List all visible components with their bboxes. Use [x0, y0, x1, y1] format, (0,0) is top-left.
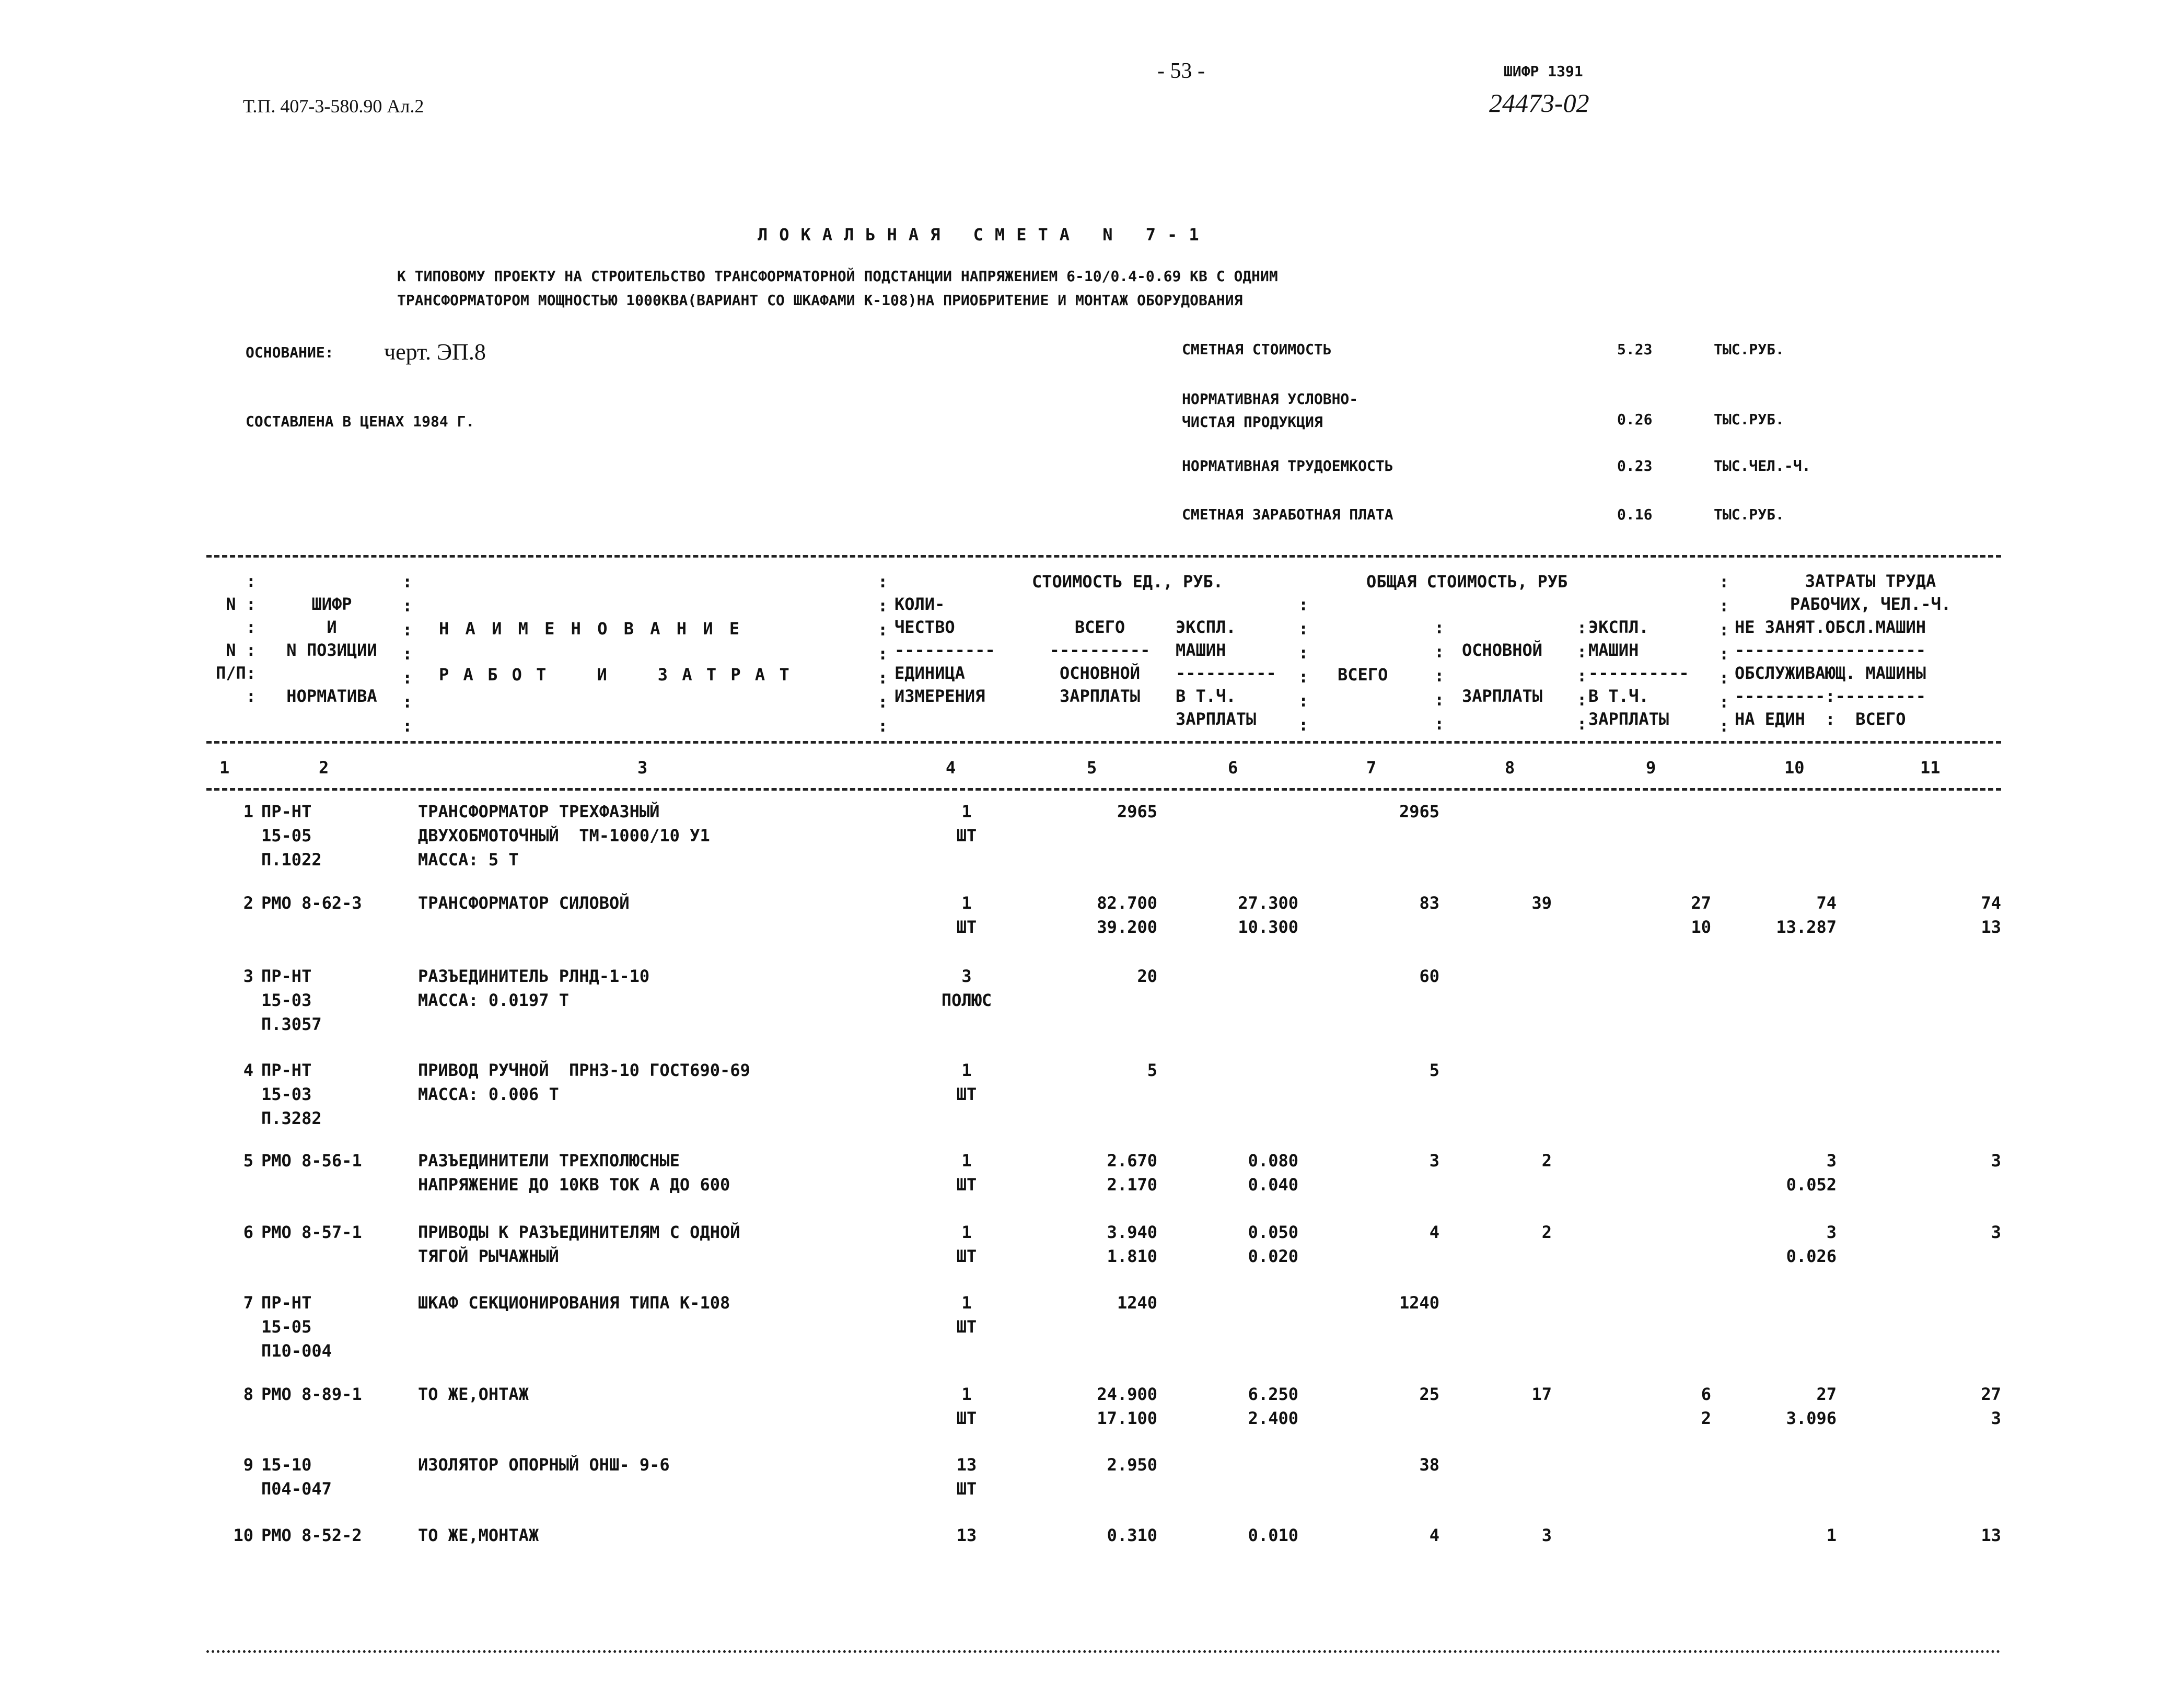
cell-code: ПР-НТ 15-03 П.3282: [261, 1060, 322, 1128]
cell-code: 15-10 П04-047: [261, 1455, 332, 1499]
cell-labor-per-unit: 74 13.287: [1776, 893, 1837, 937]
column-separator: : : : : :: [1577, 618, 1587, 734]
cell-total-cost: 1240: [1399, 1293, 1439, 1313]
cell-code: РМО 8-56-1: [261, 1151, 362, 1171]
cell-code: РМО 8-52-2: [261, 1525, 362, 1545]
cell-total-basic-wages: 2: [1541, 1222, 1552, 1242]
column-number: 9: [1646, 758, 1656, 778]
cell-unit-cost-machines: 0.080 0.040: [1248, 1151, 1298, 1195]
basis-label: ОСНОВАНИЕ:: [246, 344, 334, 361]
document-reference: Т.П. 407-3-580.90 Ал.2: [243, 96, 424, 117]
cell-labor-total: 3: [1991, 1222, 2001, 1242]
cell-total-cost: 4: [1429, 1525, 1439, 1545]
cell-name: ТО ЖЕ,ОНТАЖ: [418, 1384, 529, 1404]
cell-code: РМО 8-62-3: [261, 893, 362, 913]
cell-quantity: 1 ШТ: [956, 1293, 977, 1337]
cell-total-basic-wages: 39: [1531, 893, 1552, 913]
cell-total-cost: 4: [1429, 1222, 1439, 1242]
summary-label: НОРМАТИВНАЯ ТРУДОЕМКОСТЬ: [1182, 457, 1393, 474]
cell-code: ПР-НТ 15-05 П.1022: [261, 802, 322, 870]
table-rule-top: [206, 555, 2001, 558]
cell-total-basic-wages: 3: [1541, 1525, 1552, 1545]
summary-value: 0.16: [1617, 506, 1653, 523]
cell-labor-per-unit: 3 0.052: [1786, 1151, 1837, 1195]
cell-number: 4: [243, 1060, 253, 1080]
column-separator: : : : : : : :: [1719, 572, 1729, 736]
column-separator: : : : : : : :: [402, 572, 413, 736]
cell-unit-cost-total: 0.310: [1107, 1525, 1157, 1545]
summary-label: НОРМАТИВНАЯ УСЛОВНО- ЧИСТАЯ ПРОДУКЦИЯ: [1182, 390, 1358, 431]
cell-labor-per-unit: 27 3.096: [1786, 1384, 1837, 1428]
cell-number: 2: [243, 893, 253, 913]
header-col5: ВСЕГО ---------- ОСНОВНОЙ ЗАРПЛАТЫ: [1049, 617, 1151, 706]
header-col8: ОСНОВНОЙ ЗАРПЛАТЫ: [1461, 640, 1543, 706]
estimate-subtitle-line2: ТРАНСФОРМАТОРОМ МОЩНОСТЬЮ 1000КВА(ВАРИАНТ СО ШКАФАМИ К-108)НА ПРИОБРИТЕНИЕ И МОНТАЖ ОБОРУДОВАНИЯ: [397, 292, 1243, 309]
cell-name: ТРАНСФОРМАТОР ТРЕХФАЗНЫЙ ДВУХОБМОТОЧНЫЙ ТМ-1000/10 У1 МАССА: 5 Т: [418, 802, 710, 870]
cell-number: 10: [233, 1525, 253, 1545]
header-col-name-1: Н А И М Е Н О В А Н И Е: [439, 619, 743, 639]
cell-labor-per-unit: 3 0.026: [1786, 1222, 1837, 1266]
cell-number: 7: [243, 1293, 253, 1313]
summary-unit: ТЫС.РУБ.: [1714, 506, 1784, 523]
cell-total-cost: 25: [1419, 1384, 1439, 1404]
header-col10: НЕ ЗАНЯТ.ОБСЛ.МАШИН ------------------- ОБСЛУЖИВАЮЩ. МАШИНЫ ---------:--------- НА ЕДИН : ВСЕГО: [1735, 617, 1926, 729]
cell-total-cost: 2965: [1399, 802, 1439, 821]
cell-code: РМО 8-89-1: [261, 1384, 362, 1404]
column-number: 6: [1228, 758, 1238, 778]
summary-unit: ТЫС.ЧЕЛ.-Ч.: [1714, 457, 1811, 474]
cell-quantity: 3 ПОЛЮС: [941, 966, 992, 1010]
cell-name: ТО ЖЕ,МОНТАЖ: [418, 1525, 539, 1545]
cell-unit-cost-total: 2.670 2.170: [1107, 1151, 1157, 1195]
cell-number: 1: [243, 802, 253, 821]
header-col-number: : N : : N : П/П: :: [215, 571, 256, 706]
cell-labor-total: 74 13: [1981, 893, 2001, 937]
cell-number: 8: [243, 1384, 253, 1404]
cell-name: ШКАФ СЕКЦИОНИРОВАНИЯ ТИПА К-108: [418, 1293, 730, 1313]
column-separator: : : : : : : :: [878, 572, 888, 736]
header-col-name-2: Р А Б О Т И З А Т Р А Т: [439, 665, 792, 685]
header-unit-cost: СТОИМОСТЬ ЕД., РУБ.: [1032, 572, 1224, 592]
header-col-code: ШИФР И N ПОЗИЦИИ НОРМАТИВА: [286, 594, 377, 706]
cell-total-cost: 60: [1419, 966, 1439, 986]
cell-unit-cost-machines: 0.010: [1248, 1525, 1298, 1545]
cell-unit-cost-total: 5: [1147, 1060, 1157, 1080]
cell-unit-cost-total: 2965: [1117, 802, 1157, 821]
cell-name: РАЗЪЕДИНИТЕЛЬ РЛНД-1-10 МАССА: 0.0197 Т: [418, 966, 650, 1010]
column-separator: : : : : :: [1434, 618, 1445, 734]
cell-total-cost: 3: [1429, 1151, 1439, 1171]
cell-total-machines: 6 2: [1701, 1384, 1711, 1428]
cell-number: 9: [243, 1455, 253, 1475]
cell-unit-cost-total: 82.700 39.200: [1097, 893, 1157, 937]
cell-labor-per-unit: 1: [1826, 1525, 1837, 1545]
header-col-qty: КОЛИ- ЧЕСТВО ---------- ЕДИНИЦА ИЗМЕРЕНИЯ: [894, 594, 995, 706]
cell-code: ПР-НТ 15-03 П.3057: [261, 966, 322, 1034]
cell-name: ПРИВОДЫ К РАЗЪЕДИНИТЕЛЯМ С ОДНОЙ ТЯГОЙ РЫЧАЖНЫЙ: [418, 1222, 740, 1266]
table-rule-bottom: [206, 1650, 2001, 1653]
cell-quantity: 1 ШТ: [956, 893, 977, 937]
cell-number: 5: [243, 1151, 253, 1171]
cell-name: ТРАНСФОРМАТОР СИЛОВОЙ: [418, 893, 630, 913]
cell-code: ПР-НТ 15-05 П10-004: [261, 1293, 332, 1361]
column-number: 2: [319, 758, 329, 778]
estimate-subtitle-line1: К ТИПОВОМУ ПРОЕКТУ НА СТРОИТЕЛЬСТВО ТРАНСФОРМАТОРНОЙ ПОДСТАНЦИИ НАПРЯЖЕНИЕМ 6-10/0.4-0.69 КВ С ОДНИМ: [397, 268, 1278, 285]
column-number: 10: [1784, 758, 1805, 778]
cell-total-basic-wages: 2: [1541, 1151, 1552, 1171]
cipher-handwritten: 24473-02: [1489, 88, 1589, 118]
cipher-label: ШИФР 1391: [1504, 63, 1583, 80]
column-number: 11: [1920, 758, 1941, 778]
cell-unit-cost-total: 20: [1137, 966, 1157, 986]
cell-name: РАЗЪЕДИНИТЕЛИ ТРЕХПОЛЮСНЫЕ НАПРЯЖЕНИЕ ДО 10КВ ТОК А ДО 600: [418, 1151, 730, 1195]
header-col9: ЭКСПЛ. МАШИН ---------- В Т.Ч. ЗАРПЛАТЫ: [1588, 617, 1689, 729]
basis-value: черт. ЭП.8: [384, 339, 486, 365]
summary-value: 0.23: [1617, 457, 1653, 474]
cell-total-cost: 38: [1419, 1455, 1439, 1475]
summary-label: СМЕТНАЯ ЗАРАБОТНАЯ ПЛАТА: [1182, 506, 1393, 523]
cell-code: РМО 8-57-1: [261, 1222, 362, 1242]
header-labor: ЗАТРАТЫ ТРУДА РАБОЧИХ, ЧЕЛ.-Ч.: [1790, 571, 1951, 614]
cell-labor-total: 13: [1981, 1525, 2001, 1545]
column-number: 3: [637, 758, 648, 778]
summary-unit: ТЫС.РУБ.: [1714, 411, 1784, 428]
cell-quantity: 1 ШТ: [956, 802, 977, 846]
header-col7: ВСЕГО: [1338, 665, 1388, 685]
cell-unit-cost-machines: 6.250 2.400: [1248, 1384, 1298, 1428]
cell-unit-cost-total: 1240: [1117, 1293, 1157, 1313]
cell-number: 3: [243, 966, 253, 986]
cell-quantity: 1 ШТ: [956, 1060, 977, 1104]
header-total-cost: ОБЩАЯ СТОИМОСТЬ, РУБ: [1366, 572, 1568, 592]
column-number: 1: [219, 758, 230, 778]
cell-quantity: 13 ШТ: [956, 1455, 977, 1499]
column-number: 8: [1505, 758, 1515, 778]
cell-labor-total: 27 3: [1981, 1384, 2001, 1428]
summary-value: 0.26: [1617, 411, 1653, 428]
estimate-heading: ЛОКАЛЬНАЯ СМЕТА N 7-1: [758, 225, 1211, 245]
column-number: 4: [946, 758, 956, 778]
cell-name: ПРИВОД РУЧНОЙ ПРНЗ-10 ГОСТ690-69 МАССА: 0.006 Т: [418, 1060, 750, 1104]
cell-unit-cost-machines: 27.300 10.300: [1238, 893, 1298, 937]
summary-unit: ТЫС.РУБ.: [1714, 341, 1784, 358]
summary-label: СМЕТНАЯ СТОИМОСТЬ: [1182, 341, 1332, 358]
cell-name: ИЗОЛЯТОР ОПОРНЫЙ ОНШ- 9-6: [418, 1455, 670, 1475]
cell-total-basic-wages: 17: [1531, 1384, 1552, 1404]
table-rule-colnumbers-bottom: [206, 788, 2001, 791]
cell-number: 6: [243, 1222, 253, 1242]
table-rule-header-bottom: [206, 741, 2001, 744]
cell-quantity: 1 ШТ: [956, 1151, 977, 1195]
summary-value: 5.23: [1617, 341, 1653, 358]
cell-total-machines: 27 10: [1691, 893, 1711, 937]
cell-labor-total: 3: [1991, 1151, 2001, 1171]
cell-unit-cost-total: 24.900 17.100: [1097, 1384, 1157, 1428]
header-col6: ЭКСПЛ. МАШИН ---------- В Т.Ч. ЗАРПЛАТЫ: [1176, 617, 1276, 729]
column-number: 5: [1087, 758, 1097, 778]
cell-unit-cost-total: 3.940 1.810: [1107, 1222, 1157, 1266]
column-separator: : : : : : :: [1298, 595, 1309, 735]
column-number: 7: [1366, 758, 1377, 778]
cell-unit-cost-total: 2.950: [1107, 1455, 1157, 1475]
cell-quantity: 13: [956, 1525, 977, 1545]
cell-quantity: 1 ШТ: [956, 1384, 977, 1428]
page-number: - 53 -: [1157, 59, 1205, 83]
prices-year-line: СОСТАВЛЕНА В ЦЕНАХ 1984 Г.: [246, 413, 475, 430]
cell-unit-cost-machines: 0.050 0.020: [1248, 1222, 1298, 1266]
cell-quantity: 1 ШТ: [956, 1222, 977, 1266]
cell-total-cost: 5: [1429, 1060, 1439, 1080]
cell-total-cost: 83: [1419, 893, 1439, 913]
